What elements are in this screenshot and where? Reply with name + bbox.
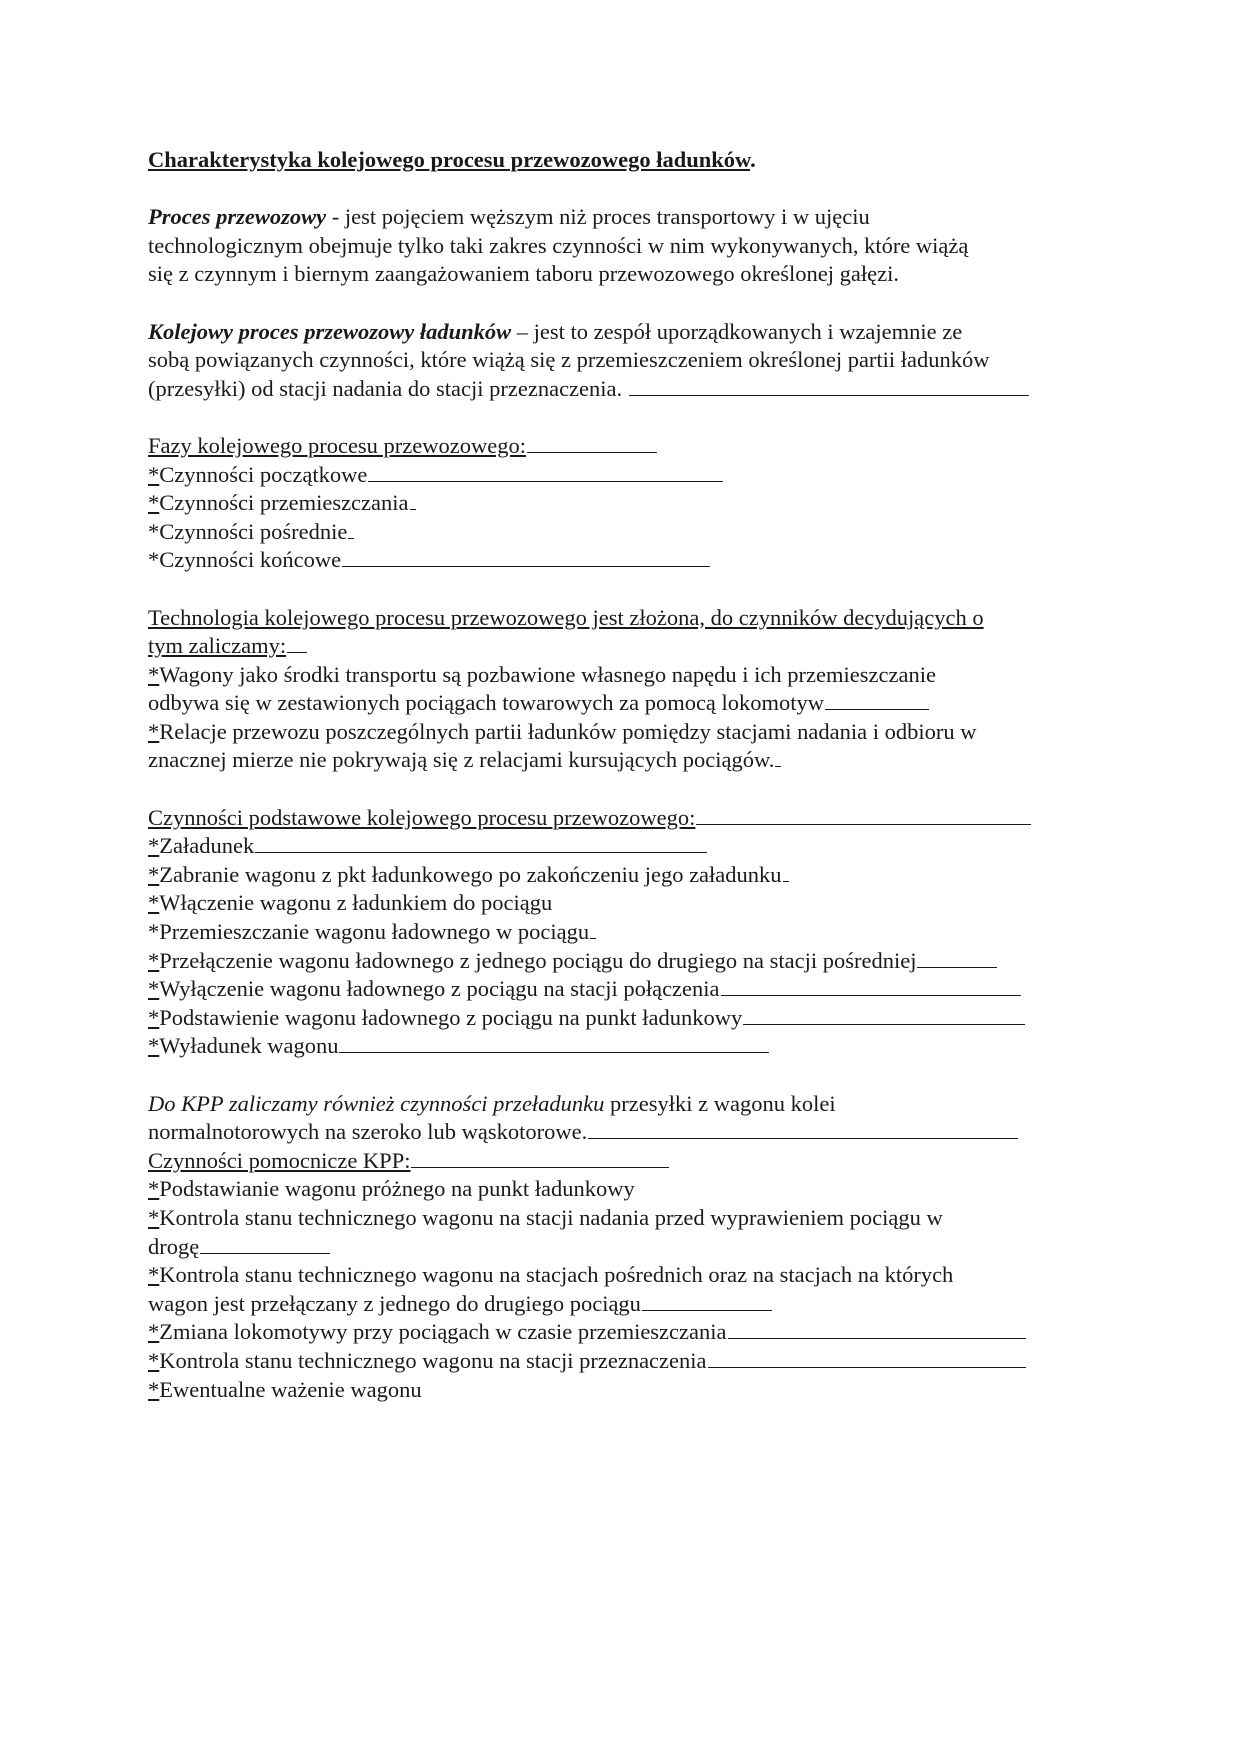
basic-item-text: Wyładunek wagonu [159, 1033, 339, 1059]
document-title [148, 146, 1088, 175]
aux-item-5 [148, 1347, 1088, 1376]
basic-heading [148, 804, 1088, 833]
underline-filler [411, 1166, 669, 1168]
bullet: * [148, 490, 160, 516]
phase-item [148, 489, 1088, 518]
underline-filler [728, 1337, 1026, 1339]
aux-item-6 [148, 1376, 1088, 1405]
bullet: * [148, 1262, 160, 1288]
bullet: * [148, 976, 160, 1002]
underline-filler [342, 565, 710, 567]
technology-item-1 [148, 661, 1088, 690]
phase-item [148, 518, 1088, 547]
phase-item [148, 546, 1088, 575]
technology-item-2-text-2: znacznej mierze nie pokrywają się z relacjami kursujących pociągów. [148, 747, 775, 773]
basic-item-text: Podstawienie wagonu ładownego z pociągu na punkt ładunkowy [159, 1004, 743, 1030]
basic-item [148, 975, 1088, 1004]
aux-item-4 [148, 1318, 1088, 1347]
underline-filler [775, 765, 781, 767]
bullet: * [148, 1176, 160, 1202]
bullet: * [148, 718, 160, 744]
aux-item-2 [148, 1204, 1088, 1233]
aux-item-text: Podstawianie wagonu próżnego na punkt ładunkowy [159, 1176, 635, 1202]
title-text: Charakterystyka kolejowego procesu przewozowego ładunków [148, 147, 751, 172]
bullet: * [148, 461, 160, 487]
aux-heading-text: Czynności pomocnicze KPP: [148, 1147, 411, 1173]
aux-item-text: Kontrola stanu technicznego wagonu na stacji nadania przed wyprawieniem pociągu w [159, 1204, 943, 1230]
phase-item-text: Czynności końcowe [159, 547, 342, 573]
underline-filler [825, 708, 929, 710]
underline-filler [200, 1252, 330, 1254]
p1-line-2: technologicznym obejmuje tylko taki zakres czynności w nim wykonywanych, które wiążą [148, 232, 969, 258]
p2-line-1 [148, 318, 1088, 347]
underline-filler [642, 1309, 772, 1311]
aux-item-3-cont [148, 1290, 1088, 1319]
technology-item-1-text: Wagony jako środki transportu są pozbawione własnego napędu i ich przemieszczanie [159, 661, 936, 687]
aux-item-1 [148, 1175, 1088, 1204]
basic-item-text: Załadunek [159, 833, 255, 859]
aux-item-text: Zmiana lokomotywy przy pociągach w czasie przemieszczania [159, 1319, 727, 1345]
aux-item-text: Ewentualne ważenie wagonu [159, 1376, 422, 1402]
aux-item-text-2: drogę [148, 1233, 200, 1259]
basic-item-text: Przełączenie wagonu ładownego z jednego pociągu do drugiego na stacji pośredniej [159, 947, 917, 973]
phase-item-text: Czynności pośrednie [159, 518, 348, 544]
basic-item [148, 861, 1088, 890]
kpp-text-2: normalnotorowych na szeroko lub wąskotorowe. [148, 1119, 588, 1145]
underline-filler [588, 1137, 1018, 1139]
phase-item-text: Czynności przemieszczania [159, 490, 409, 516]
aux-item-2-cont [148, 1233, 1088, 1262]
underline-filler [917, 966, 997, 968]
p1-line-1 [148, 203, 1088, 232]
bullet: * [148, 1376, 160, 1402]
bullet: * [148, 661, 160, 687]
aux-item-text-2: wagon jest przełączany z jednego do drugiego pociągu [148, 1290, 641, 1316]
bullet: * [148, 861, 160, 887]
underline-filler [287, 651, 307, 653]
bullet: * [148, 518, 160, 544]
underline-filler [348, 537, 354, 539]
technology-item-2-cont [148, 746, 1088, 775]
p1-line-3: się z czynnym i biernym zaangażowaniem taboru przewozowego określonej gałęzi. [148, 261, 899, 287]
bullet: * [148, 1033, 160, 1059]
p1-text-1: - jest pojęciem węższym niż proces transportowy i w ujęciu [326, 204, 870, 230]
phase-item [148, 461, 1088, 490]
basic-item [148, 1004, 1088, 1033]
underline-filler [255, 851, 707, 853]
basic-item [148, 832, 1088, 861]
basic-item [148, 1032, 1088, 1061]
bullet: * [148, 1004, 160, 1030]
basic-item [148, 918, 1088, 947]
technology-item-1-cont [148, 689, 1088, 718]
technology-heading-2-text: tym zaliczamy: [148, 633, 287, 659]
bullet: * [148, 547, 160, 573]
bullet: * [148, 919, 160, 945]
underline-filler [410, 508, 416, 510]
bullet: * [148, 1319, 160, 1345]
aux-heading [148, 1147, 1088, 1176]
aux-item-text: Kontrola stanu technicznego wagonu na stacjach pośrednich oraz na stacjach na których [159, 1262, 954, 1288]
p2-term: Kolejowy proces przewozowy ładunków [148, 318, 512, 344]
basic-item [148, 889, 1088, 918]
phase-item-text: Czynności początkowe [159, 461, 368, 487]
title-period: . [750, 147, 756, 172]
underline-filler [590, 937, 596, 939]
bullet: * [148, 1204, 160, 1230]
kpp-text-1: przesyłki z wagonu kolei [604, 1090, 836, 1116]
p2-text-1: – jest to zespół uporządkowanych i wzajemnie ze [511, 318, 963, 344]
underline-filler [721, 994, 1021, 996]
p2-line-2: sobą powiązanych czynności, które wiążą się z przemieszczeniem określonej partii ładunków [148, 347, 990, 373]
basic-item [148, 947, 1088, 976]
p2-text-3: (przesyłki) od stacji nadania do stacji przeznaczenia. [148, 375, 623, 401]
p1-term: Proces przewozowy [148, 204, 327, 230]
underline-filler [368, 480, 723, 482]
underline-filler [339, 1051, 769, 1053]
basic-item-text: Przemieszczanie wagonu ładownego w pociągu [159, 919, 590, 945]
aux-item-text: Kontrola stanu technicznego wagonu na stacji przeznaczenia [159, 1347, 707, 1373]
phases-heading [148, 432, 1088, 461]
basic-item-text: Wyłączenie wagonu ładownego z pociągu na stacji połączenia [159, 976, 720, 1002]
underline-filler [783, 880, 789, 882]
bullet: * [148, 1347, 160, 1373]
aux-item-3 [148, 1261, 1088, 1290]
basic-item-text: Zabranie wagonu z pkt ładunkowego po zakończeniu jego załadunku [159, 861, 782, 887]
underline-filler [527, 451, 657, 453]
document-page [148, 146, 1088, 1404]
kpp-italic-text: Do KPP zaliczamy również czynności przeładunku [148, 1090, 605, 1116]
basic-heading-text: Czynności podstawowe kolejowego procesu przewozowego: [148, 804, 696, 830]
bullet: * [148, 947, 160, 973]
technology-heading-1: Technologia kolejowego procesu przewozowego jest złożona, do czynników decydujących o [148, 604, 984, 630]
underline-filler [629, 394, 1029, 396]
kpp-line-1 [148, 1090, 1088, 1119]
underline-filler [708, 1366, 1026, 1368]
technology-item-2 [148, 718, 1088, 747]
technology-heading-2 [148, 632, 1088, 661]
underline-filler [743, 1023, 1025, 1025]
technology-item-1-text-2: odbywa się w zestawionych pociągach towarowych za pomocą lokomotyw [148, 690, 825, 716]
bullet: * [148, 833, 160, 859]
basic-item-text: Włączenie wagonu z ładunkiem do pociągu [159, 890, 553, 916]
p2-line-3 [148, 375, 1088, 404]
phases-heading-text: Fazy kolejowego procesu przewozowego: [148, 432, 526, 458]
underline-filler [696, 823, 1031, 825]
technology-item-2-text: Relacje przewozu poszczególnych partii ładunków pomiędzy stacjami nadania i odbioru w [159, 718, 977, 744]
bullet: * [148, 890, 160, 916]
kpp-line-2 [148, 1118, 1088, 1147]
